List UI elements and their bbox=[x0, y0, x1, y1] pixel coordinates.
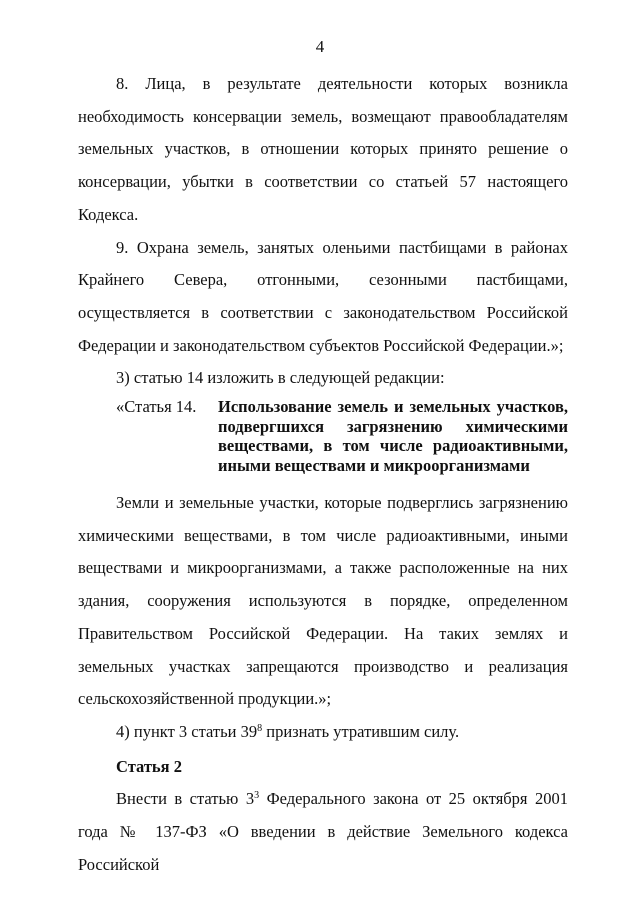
article-14-body: Земли и земельные участки, которые подверглись загрязнению химическими веществами, в том числе радиоактивными, иными веществами и микроорганизмами, а также расположенные на них здания, сооружения используются в порядке, определенном Правительством Российской Федерации. На таких землях и земельных участках запрещаются производство и реализация сельскохозяйственной продукции.»; bbox=[78, 493, 568, 709]
item-4-text: 4) пункт 3 статьи 39 bbox=[116, 721, 258, 741]
article-2-body bbox=[78, 783, 568, 881]
item-4-text-end: признать утратившим силу. bbox=[262, 721, 460, 741]
article-2-text: Внести в статью 3 bbox=[116, 789, 255, 809]
item-3: 3) статью 14 изложить в следующей редакции: bbox=[116, 368, 445, 388]
paragraph-9: 9. Охрана земель, занятых оленьими пастбищами в районах Крайнего Севера, отгонными, сезонными пастбищами, осуществляется в соответствии с законодательством Российской Федерации и законодательством субъектов Российской Федерации.»; bbox=[78, 237, 568, 355]
article-14-title: Использование земель и земельных участков, подвергшихся загрязнению химическими веществами, в том числе радиоактивными, иными веществами и микроорганизмами bbox=[218, 397, 568, 475]
document-body bbox=[78, 68, 568, 881]
page-number: 4 bbox=[315, 37, 325, 56]
article-2-heading: Статья 2 bbox=[116, 756, 182, 776]
item-4 bbox=[78, 716, 568, 749]
article-14-label: «Статья 14. bbox=[116, 397, 197, 417]
paragraph-8: 8. Лица, в результате деятельности которых возникла необходимость консервации земель, возмещают правообладателям земельных участков, в отношении которых принято решение о консервации, убытки в соответствии со статьей 57 настоящего Кодекса. bbox=[78, 74, 568, 224]
article-2-text-end: Федерального закона от 25 октября 2001 года № 137-ФЗ «О введении в действие Земельного кодекса Российской bbox=[78, 789, 568, 874]
article-2-superscript: 3 bbox=[254, 790, 260, 802]
item-4-superscript: 8 bbox=[257, 722, 263, 734]
article-14-heading bbox=[78, 397, 568, 475]
